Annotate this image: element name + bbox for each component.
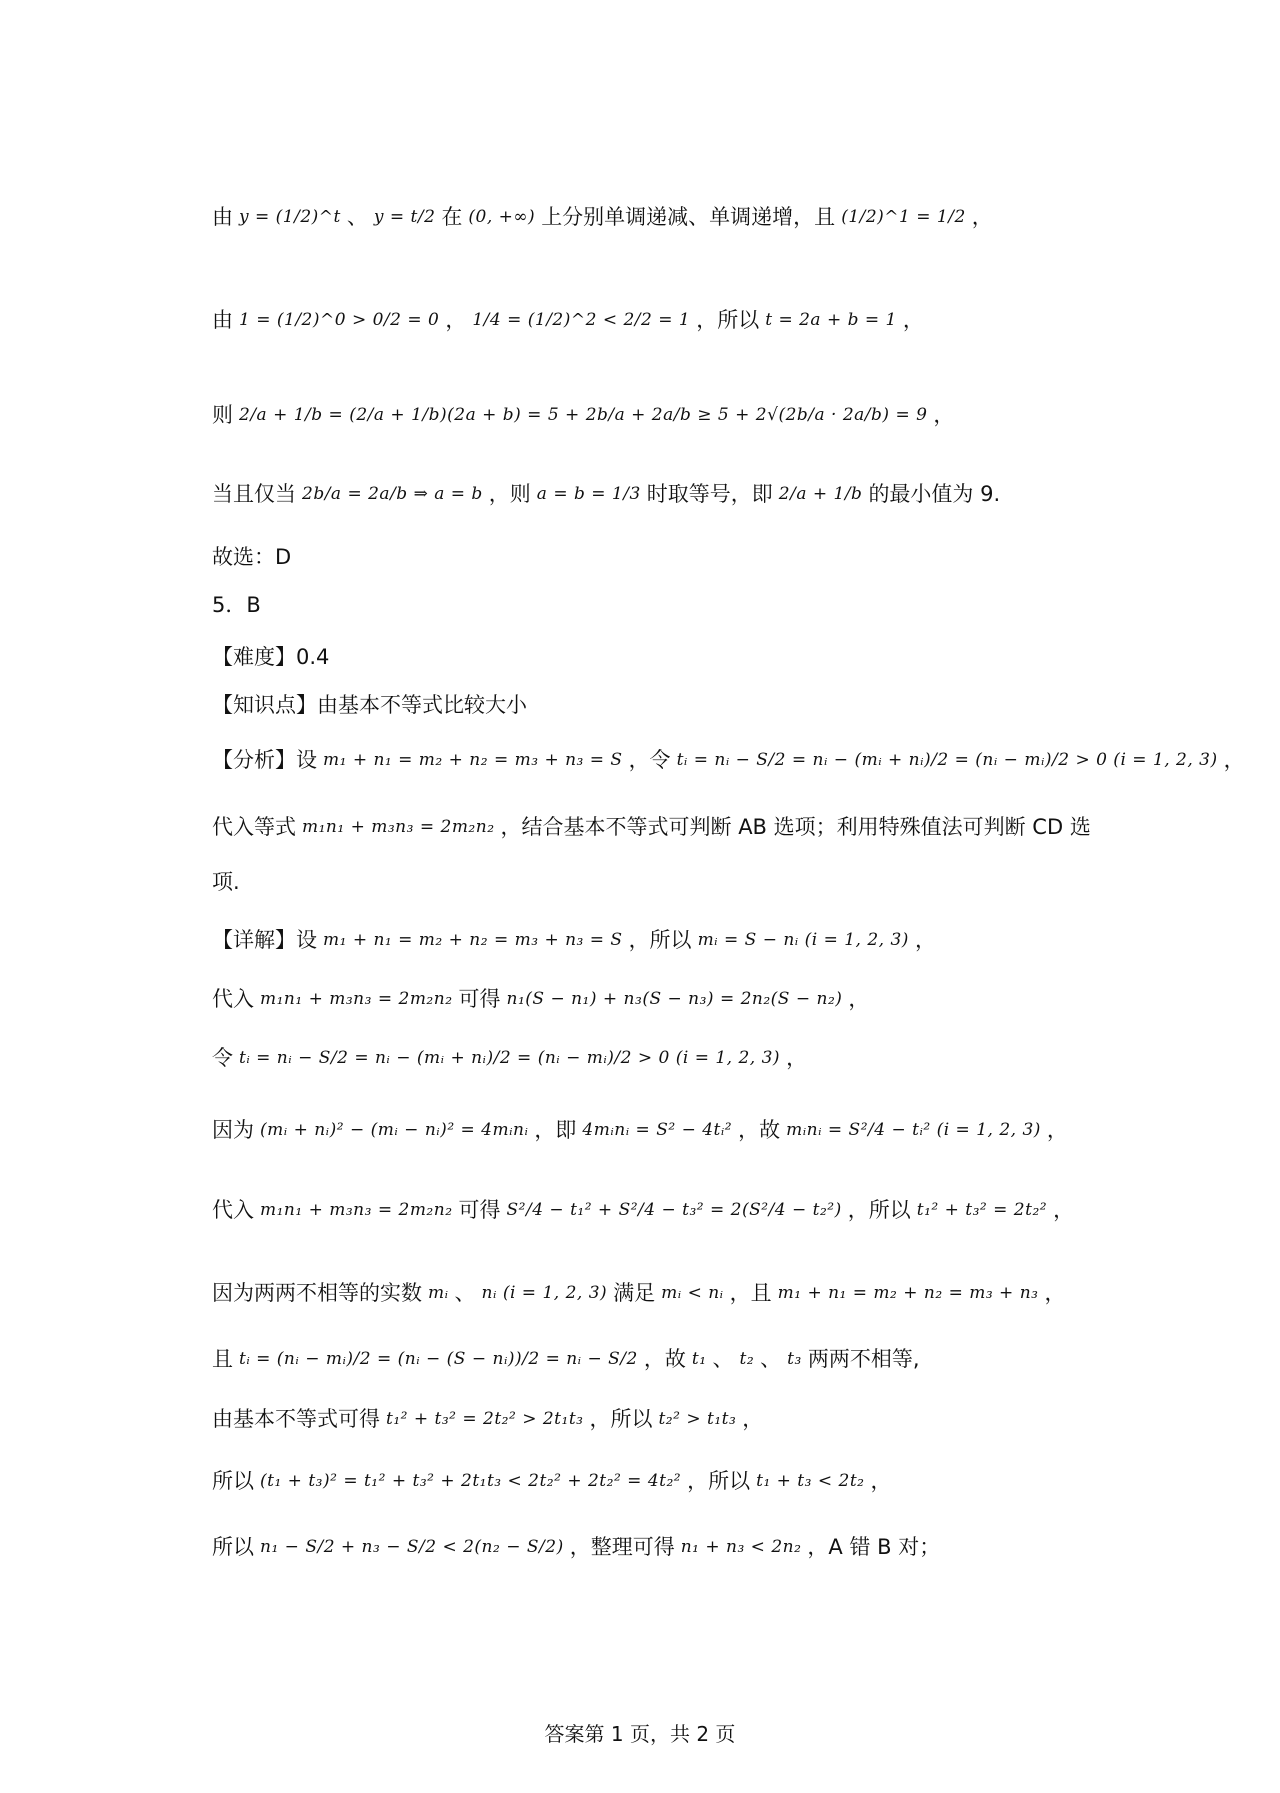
math-expression: t = 2a + b = 1: [765, 310, 897, 331]
text-segment: ，: [1223, 748, 1245, 772]
text-line: [210, 1535, 1130, 1560]
text-segment: 满足: [613, 1281, 656, 1305]
math-expression: mᵢ: [428, 1283, 449, 1304]
text-segment: ，所以: [687, 1469, 751, 1493]
text-line: [210, 1118, 1130, 1143]
math-expression: tᵢ = nᵢ − S/2 = nᵢ − (mᵢ + nᵢ)/2 = (nᵢ − mᵢ)/2 > 0 (i = 1, 2, 3): [239, 1048, 781, 1069]
text-line: [210, 403, 1130, 428]
math-expression: n₁ + n₃ < 2n₂: [680, 1537, 802, 1558]
math-expression: nᵢ (i = 1, 2, 3): [481, 1283, 608, 1304]
text-line: [210, 693, 1130, 718]
text-segment: 【知识点】由基本不等式比较大小: [212, 693, 527, 717]
math-expression: 1/4 = (1/2)^2 < 2/2 = 1: [472, 310, 691, 331]
text-segment: 、: [346, 205, 368, 229]
text-line: [210, 1198, 1130, 1223]
text-segment: 、: [712, 1347, 734, 1371]
math-expression: 4mᵢnᵢ = S² − 4tᵢ²: [582, 1120, 733, 1141]
math-expression: m₁ + n₁ = m₂ + n₂ = m₃ + n₃ = S: [323, 930, 623, 951]
text-segment: 由: [212, 205, 233, 229]
text-segment: 的最小值为 9.: [868, 482, 1001, 506]
math-expression: tᵢ = (nᵢ − mᵢ)/2 = (nᵢ − (S − nᵢ))/2 = nᵢ − S/2: [239, 1349, 638, 1370]
text-segment: ，A 错 B 对；: [807, 1535, 941, 1559]
text-segment: 由基本不等式可得: [212, 1407, 380, 1431]
math-expression: t₃: [787, 1349, 802, 1370]
math-expression: t₁: [691, 1349, 707, 1370]
math-expression: n₁ − S/2 + n₃ − S/2 < 2(n₂ − S/2): [260, 1537, 564, 1558]
math-expression: S²/4 − t₁² + S²/4 − t₃² = 2(S²/4 − t₂²): [506, 1200, 842, 1221]
text-segment: ，: [870, 1469, 892, 1493]
text-segment: ，: [914, 928, 936, 952]
text-line: [210, 1347, 1130, 1372]
text-segment: 【分析】设: [212, 748, 317, 772]
text-line: [210, 748, 1245, 773]
math-expression: 1 = (1/2)^0 > 0/2 = 0: [239, 310, 440, 331]
text-segment: ，即: [534, 1118, 577, 1142]
text-segment: ，令: [628, 748, 671, 772]
text-segment: 在: [441, 205, 463, 229]
text-line: [210, 1407, 1130, 1432]
text-segment: 令: [212, 1046, 233, 1070]
math-expression: y = t/2: [373, 207, 436, 228]
text-segment: ，: [902, 308, 924, 332]
text-segment: 5．B: [212, 593, 261, 617]
math-expression: (mᵢ + nᵢ)² − (mᵢ − nᵢ)² = 4mᵢnᵢ: [260, 1120, 529, 1141]
text-segment: 可得: [458, 987, 501, 1011]
text-segment: 、: [454, 1281, 476, 1305]
text-line: [210, 928, 1130, 953]
text-segment: 所以: [212, 1535, 254, 1559]
text-segment: 上分别单调递减、单调递增，且: [541, 205, 836, 229]
text-segment: 由: [212, 308, 233, 332]
text-segment: ，所以: [847, 1198, 911, 1222]
text-segment: 【详解】设: [212, 928, 317, 952]
math-expression: m₁n₁ + m₃n₃ = 2m₂n₂: [302, 817, 495, 838]
math-expression: t₂: [739, 1349, 755, 1370]
text-segment: 、: [760, 1347, 782, 1371]
math-expression: m₁ + n₁ = m₂ + n₂ = m₃ + n₃ = S: [323, 750, 623, 771]
math-expression: t₁ + t₃ < 2t₂: [756, 1471, 865, 1492]
math-expression: (0, +∞): [468, 207, 536, 228]
math-expression: (t₁ + t₃)² = t₁² + t₃² + 2t₁t₃ < 2t₂² + 2t₂² = 4t₂²: [260, 1471, 682, 1492]
math-expression: mᵢ < nᵢ: [661, 1283, 724, 1304]
text-line: [210, 1281, 1130, 1306]
text-segment: ，: [786, 1046, 808, 1070]
math-expression: y = (1/2)^t: [239, 207, 341, 228]
text-segment: ，: [1053, 1198, 1075, 1222]
text-segment: 代入等式: [212, 815, 296, 839]
text-segment: ，且: [729, 1281, 772, 1305]
text-line: [210, 1469, 1130, 1494]
text-line: [210, 482, 1130, 507]
text-line: [210, 308, 1130, 333]
text-segment: ，所以: [589, 1407, 653, 1431]
text-segment: 时取等号，即: [646, 482, 773, 506]
text-segment: ，: [1044, 1281, 1066, 1305]
text-segment: ，则: [488, 482, 531, 506]
text-segment: 项.: [212, 870, 240, 894]
text-segment: 因为两两不相等的实数: [212, 1281, 422, 1305]
math-expression: 2b/a = 2a/b ⇒ a = b: [302, 484, 483, 505]
text-line: [210, 870, 1130, 895]
math-expression: m₁n₁ + m₃n₃ = 2m₂n₂: [260, 989, 453, 1010]
text-segment: ，整理可得: [569, 1535, 675, 1559]
math-expression: n₁(S − n₁) + n₃(S − n₃) = 2n₂(S − n₂): [506, 989, 843, 1010]
text-line: [210, 593, 1130, 618]
math-expression: mᵢ = S − nᵢ (i = 1, 2, 3): [697, 930, 909, 951]
text-segment: ，: [445, 308, 467, 332]
text-line: [210, 645, 1130, 670]
text-line: [210, 545, 1130, 570]
math-expression: tᵢ = nᵢ − S/2 = nᵢ − (mᵢ + nᵢ)/2 = (nᵢ − mᵢ)/2 > 0 (i = 1, 2, 3): [676, 750, 1218, 771]
text-segment: ，结合基本不等式可判断 AB 选项；利用特殊值法可判断 CD 选: [500, 815, 1091, 839]
math-expression: (1/2)^1 = 1/2: [841, 207, 966, 228]
text-segment: ，: [742, 1407, 764, 1431]
math-expression: 2/a + 1/b: [778, 484, 863, 505]
text-segment: ，故: [643, 1347, 686, 1371]
text-line: [210, 815, 1130, 840]
text-segment: 且: [212, 1347, 233, 1371]
text-line: [210, 987, 1130, 1012]
math-expression: t₁² + t₃² = 2t₂² > 2t₁t₃: [386, 1409, 584, 1430]
text-segment: ，所以: [696, 308, 760, 332]
text-segment: ，故: [738, 1118, 781, 1142]
math-expression: a = b = 1/3: [536, 484, 641, 505]
math-expression: mᵢnᵢ = S²/4 − tᵢ² (i = 1, 2, 3): [786, 1120, 1041, 1141]
text-segment: ，: [848, 987, 870, 1011]
text-segment: 代入: [212, 1198, 254, 1222]
page-footer: 答案第 1 页，共 2 页: [544, 1722, 736, 1746]
text-segment: ，: [1046, 1118, 1068, 1142]
text-segment: 则: [212, 403, 233, 427]
text-segment: ，: [933, 403, 955, 427]
text-line: [210, 1046, 1130, 1071]
math-expression: 2/a + 1/b = (2/a + 1/b)(2a + b) = 5 + 2b/a + 2a/b ≥ 5 + 2√(2b/a · 2a/b) = 9: [239, 405, 928, 426]
text-segment: 代入: [212, 987, 254, 1011]
math-expression: t₁² + t₃² = 2t₂²: [916, 1200, 1048, 1221]
text-segment: ，所以: [628, 928, 692, 952]
text-segment: 因为: [212, 1118, 254, 1142]
math-expression: m₁n₁ + m₃n₃ = 2m₂n₂: [260, 1200, 453, 1221]
text-segment: 两两不相等,: [807, 1347, 920, 1371]
text-line: [210, 205, 1130, 230]
text-segment: 当且仅当: [212, 482, 296, 506]
text-segment: 可得: [458, 1198, 501, 1222]
text-segment: 所以: [212, 1469, 254, 1493]
text-segment: 【难度】0.4: [212, 645, 330, 669]
text-segment: 故选：D: [212, 545, 292, 569]
math-expression: m₁ + n₁ = m₂ + n₂ = m₃ + n₃: [777, 1283, 1039, 1304]
text-segment: ，: [971, 205, 993, 229]
math-expression: t₂² > t₁t₃: [658, 1409, 737, 1430]
